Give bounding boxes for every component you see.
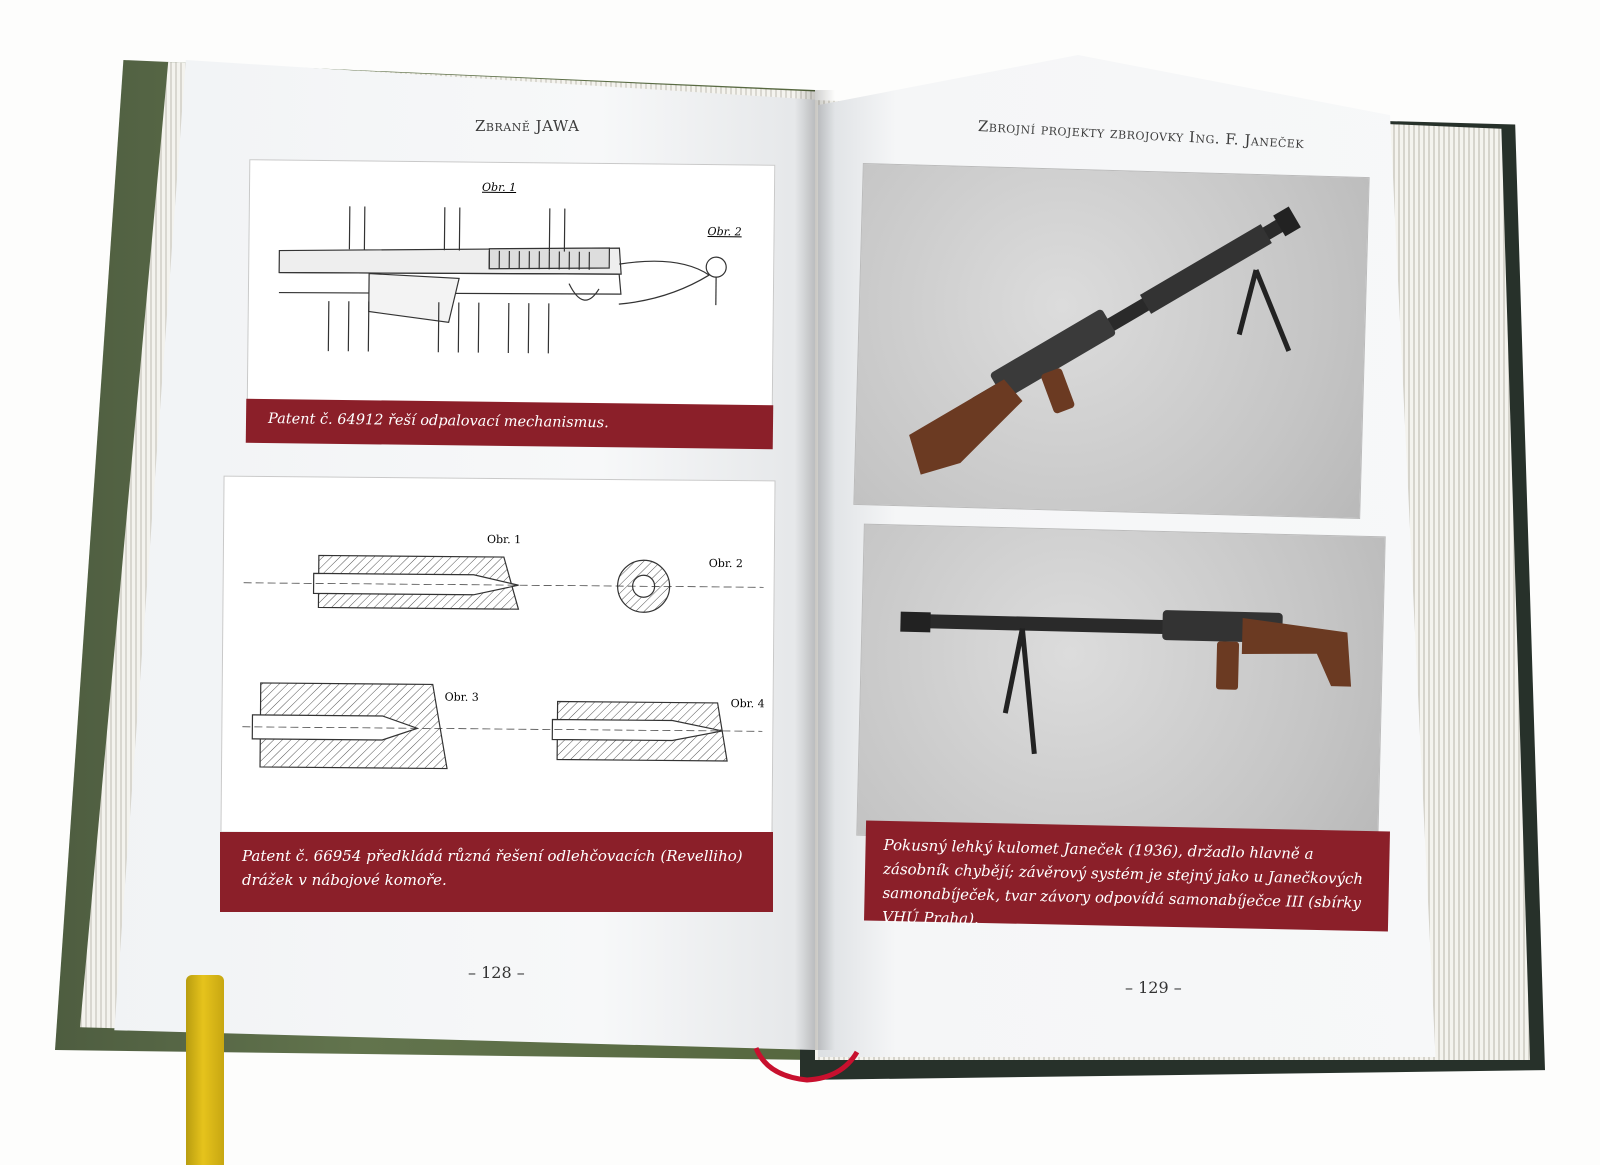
gutter-shadow: [795, 90, 835, 1050]
figure-label: Obr. 2: [707, 225, 742, 239]
chamber-drawings: [221, 477, 774, 837]
ribbon-marker-icon: [752, 1046, 862, 1086]
figure-label: Obr. 2: [708, 556, 743, 571]
rifle-photo-top: [853, 163, 1369, 519]
patent-diagram-top: [247, 159, 776, 414]
figure-label: Obr. 4: [730, 697, 765, 711]
mechanism-drawing: [248, 160, 775, 413]
page-number-right: – 129 –: [1125, 978, 1182, 997]
yellow-bookmark: [186, 975, 224, 1165]
right-running-header: Zbrojní projekty zbrojovky Ing. F. Janeček: [977, 117, 1305, 153]
figure-label: Obr. 1: [486, 532, 522, 547]
left-running-header: Zbraně JAWA: [475, 117, 580, 135]
patent-diagram-bottom: [220, 476, 775, 838]
figure-caption: Patent č. 64912 řeší odpalovací mechanismus.: [246, 399, 773, 449]
figure-caption: Patent č. 66954 předkládá různá řešení odlehčovacích (Revelliho) drážek v nábojové komoře.: [220, 832, 773, 912]
page-number-left: – 128 –: [468, 963, 525, 982]
machine-gun-icon: [854, 164, 1368, 518]
figure-label: Obr. 3: [444, 690, 479, 704]
machine-gun-icon: [857, 525, 1384, 848]
rifle-photo-bottom: [856, 524, 1385, 849]
photo-caption: Pokusný lehký kulomet Janeček (1936), držadlo hlavně a zásobník chybějí; závěrový systém je stejný jako u Janečkových samonabíječek, tvar závory odpovídá samonabíječce III (sbírky VHÚ Praha).: [864, 821, 1390, 932]
figure-label: Obr. 1: [481, 180, 517, 195]
